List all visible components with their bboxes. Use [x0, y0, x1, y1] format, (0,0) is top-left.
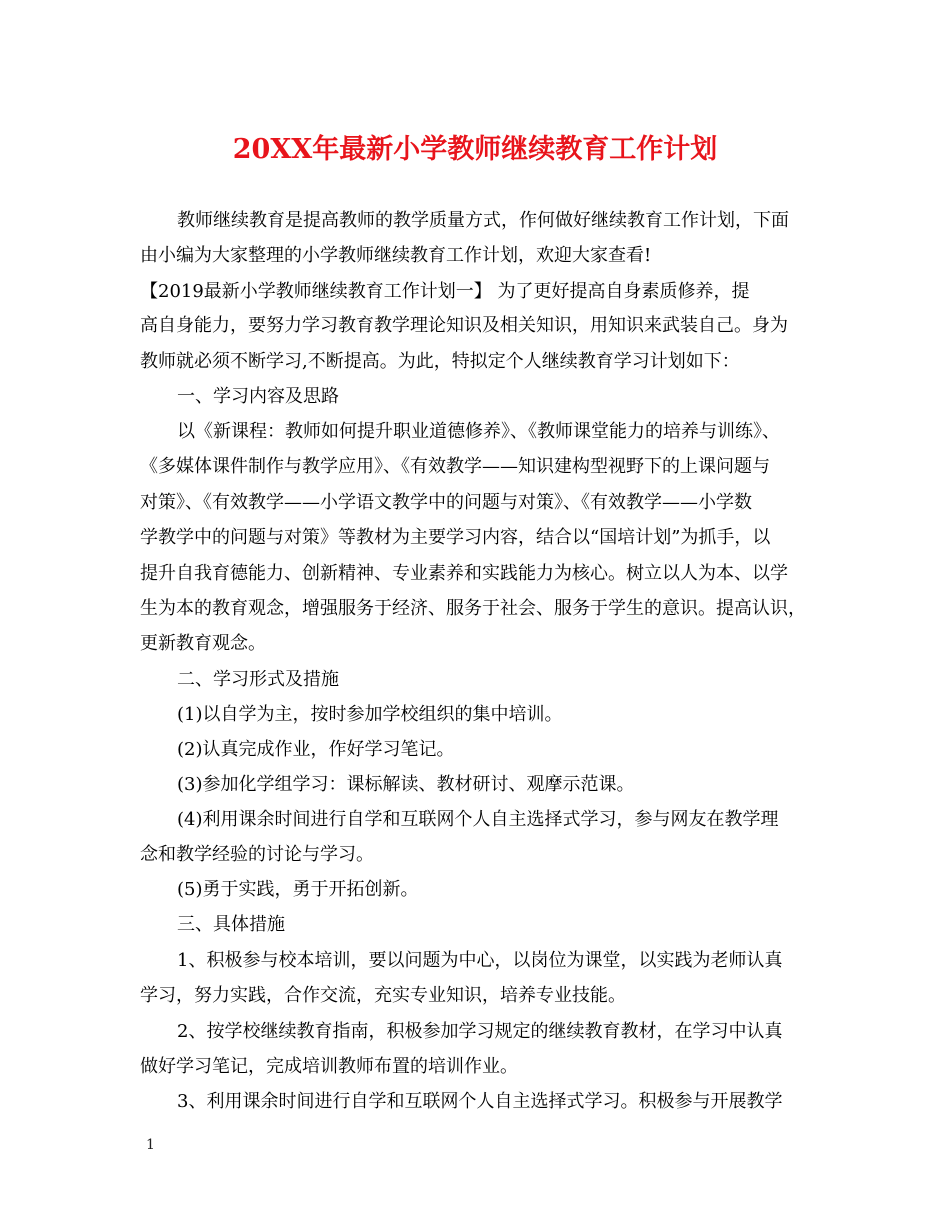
paragraph-line: 教师就必须不断学习,不断提高。为此，特拟定个人继续教育学习计划如下： [140, 351, 740, 372]
list-item: (2)认真完成作业，作好学习笔记。 [177, 739, 455, 760]
paragraph-line: 教师继续教育是提高教师的教学质量方式，作何做好继续教育工作计划，下面 [177, 210, 789, 231]
paragraph-line: 3、利用课余时间进行自学和互联网个人自主选择式学习。积极参与开展教学 [177, 1091, 783, 1112]
section-heading: 二、学习形式及措施 [177, 669, 339, 690]
paragraph-line: 【2019最新小学教师继续教育工作计划一】 为了更好提高自身素质修养，提 [140, 281, 750, 302]
document-title: 20XX年最新小学教师继续教育工作计划 [232, 134, 718, 165]
paragraph-line: 高自身能力，要努力学习教育教学理论知识及相关知识，用知识来武装自己。身为 [140, 315, 788, 336]
paragraph-line: 由小编为大家整理的小学教师继续教育工作计划，欢迎大家查看! [140, 245, 652, 266]
page-number: 1 [146, 1137, 155, 1153]
paragraph-line: 对策》、《有效教学——小学语文教学中的问题与对策》、《有效教学——小学数 [140, 492, 752, 513]
list-item: (5)勇于实践，勇于开拓创新。 [177, 879, 419, 900]
list-item: (3)参加化学组学习：课标解读、教材研讨、观摩示范课。 [177, 774, 635, 795]
list-item: (1)以自学为主，按时参加学校组织的集中培训。 [177, 704, 563, 725]
paragraph-line: 学习，努力实践，合作交流，充实专业知识，培养专业技能。 [140, 985, 626, 1006]
paragraph-line: 更新教育观念。 [140, 633, 266, 654]
paragraph-line: 生为本的教育观念，增强服务于经济、服务于社会、服务于学生的意识。提高认识， [140, 598, 806, 619]
paragraph-line: 做好学习笔记，完成培训教师布置的培训作业。 [140, 1056, 518, 1077]
paragraph-line: 学教学中的问题与对策》等教材为主要学习内容，结合以“国培计划”为抓手，以 [140, 527, 771, 548]
paragraph-line: 以《新课程：教师如何提升职业道德修养》、《教师课堂能力的培养与训练》、 [177, 421, 780, 442]
paragraph-line: 1、积极参与校本培训，要以问题为中心，以岗位为课堂，以实践为老师认真 [177, 950, 783, 971]
paragraph-line: 念和教学经验的讨论与学习。 [140, 844, 374, 865]
section-heading: 三、具体措施 [177, 914, 285, 935]
paragraph-line: 提升自我育德能力、创新精神、专业素养和实践能力为核心。树立以人为本、以学 [140, 563, 788, 584]
section-heading: 一、学习内容及思路 [177, 386, 339, 407]
paragraph-line: 《多媒体课件制作与教学应用》、《有效教学——知识建构型视野下的上课问题与 [140, 456, 770, 477]
list-item: (4)利用课余时间进行自学和互联网个人自主选择式学习，参与网友在教学理 [177, 809, 779, 830]
paragraph-line: 2、按学校继续教育指南，积极参加学习规定的继续教育教材，在学习中认真 [177, 1021, 783, 1042]
